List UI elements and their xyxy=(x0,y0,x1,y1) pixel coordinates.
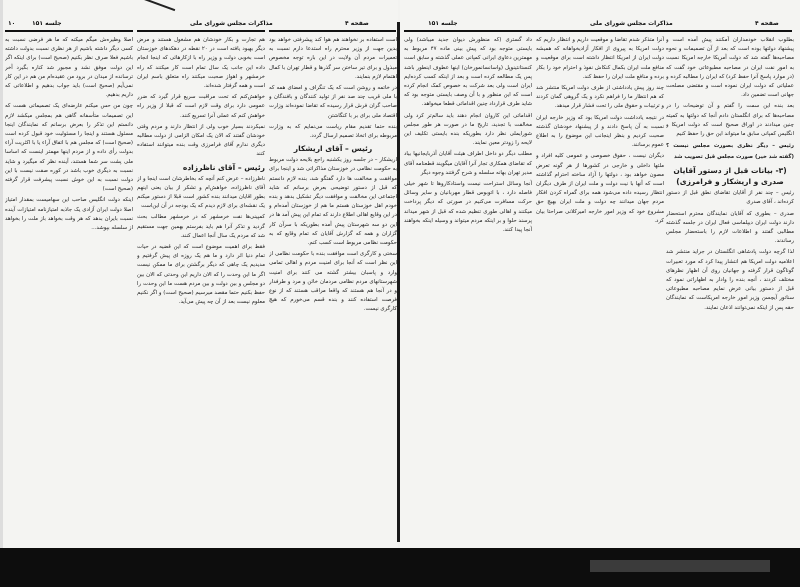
header-rule xyxy=(404,30,792,32)
running-title: مذاکرات مجلس شورای ملی xyxy=(590,20,673,27)
paragraph: سختی و کارگری است موافقت بنده با حکومت نظامی از این نظر است که آنجا برای امنیت مردم و اهالی تمامی وارد و پاسبان بیشتر گشته می کنند برای امنیت شهرستانهای مردم نظامی مردمان خائن و مرد و طرفدار و در آنجا هم هستند که واقعا مراقب هستند که از نوع فرصت استفاده کنند و بنده قسم می‌خورم که هیچ کارگری نیست. xyxy=(269,251,397,313)
paragraph: لذا گرچه دولت پادشاهی انگلستان در جراید منتشر شد اعلامیه دولت امریکا هم انتشار پیدا کرد که مورد تعبیرات گوناگون قرار گرفته و جهانیان روی آن اظهار نظرهای مختلف کردند ، آنچه بنده را وادار به اظهاراتی نمود که قبل از دستور بیانی عرض نمایم مصاحبه مطبوعاتی سناتور آیچسن وزیر امور خارجه امریکاست که نمایندگان حقه پس از اینکه نمی‌توانند اذعان نمایند. xyxy=(666,249,794,311)
text-column xyxy=(536,36,664,526)
paragraph: در نتیجه یادداشت دولت امریکا بود که وزیر خارجه ایران نسبت به آن پاسخ دادند و از پیشنهاد خودشان گذشته صحبت کردیم و بنظر اینجانب این موضوع را به اطلاع عموم برسانند. xyxy=(536,114,664,149)
running-title: مذاکرات مجلس شورای ملی xyxy=(190,20,273,27)
paragraph: اریشکار – در جلسه روز یکشنبه راجع بلایحه دولت مربوط به حکومت نظامی در خوزستان مذاکراتی شد و اینجا برای موافقت و مخالفت ها دارد گفتگو شد، بنده لازم دانستم که قبل از دستور توضیحی بعرض برسانم که شاید اجتماعی این مخالفت و موافقت دیگر تشکیل بدهد و بنده خودم اهل خوزستان هستم ما هم از خوزستان آمده‌ام و در این وقایع اهالی اطلاع دارند که تمام این پیش آمد ها در این دو سه شهرستان پیش آمده بطوریکه با سرآن کار گزاران و همه که گزارش آقایان که تمام وقایع که به حکومت نظامی مربوط است کسب کنم. xyxy=(269,157,397,247)
text-column xyxy=(269,36,397,526)
speaker-line: رئیس – دیگر نظری بصورت مجلس نیست ؟ (گفته شد خیر) صورت مجلس قبل تصویب شد xyxy=(666,143,794,161)
speaker-line: رئیس – آقای ناظرزاده xyxy=(182,162,265,172)
header-rule xyxy=(137,30,265,32)
paragraph: کمپینی‌ها نفت خرمشهر که در خرمشهر مطالب بحث گردید و تذکر آنرا هم باید بفرستم بهمین جهت مستقیم شد که مردم یک سال آنجا اعمال کنند. xyxy=(137,214,265,239)
paragraph: آنرا متذکر شدم تقاضا و موقعیت داریم و انتظار داریم که دولت امریکا به پیروی از افکار آزادیخواهانه که همیشه دولت ایران از امریکا انتظار داشته است برای موقعیت و منافع ملت ایران بکمال کنکاش نفوذ و احترام خود را بکار برده و منافع ملت ایران را حفظ کند. xyxy=(536,37,664,80)
paragraph: خواهش‌کنم که تحت مراقبت سریع قرار گیرد که ضرر عمومی دارد برای وقت لازم است که قبلا از وزیر راه خواهش کنم که عملی آنرا تسریع کنند. xyxy=(137,94,265,119)
section-heading: (۳- بیانات قبل از دستور آقایان صدری و اریشکار و فرامرزی) xyxy=(673,166,787,187)
paragraph: صدری – بطوری که آقایان نمایندگان محترم استحضار دارند دولت ایران دیپلماسی فعال ایران در جلسه گذشته مطالبی گفتند و اطلاعات لازم را باستحضار مجلس رساندند. xyxy=(666,210,794,245)
paragraph: فقط برای اهمیت موضوع است که این قضیه در حیات تمام دنیا اثر دارد و ما هم یک روزه ای پیش گرفتیم و مدیدیم یک چاهی که دیگر برگشتن برای ما ممکن نیست اگر ما این وحدت را که الان داریم این وحدتی که الان بین دو مجلس و بین دولت و بین مردم هست ما این وحدت را حفظ بکنیم حتما مقصد میرسیم (صحیح است) و اگر نکنیم معلوم نیست بعد از آن چه پیش می‌آید. xyxy=(137,244,265,306)
page-number: صفحه ۴ xyxy=(345,20,369,27)
text-column xyxy=(137,36,265,526)
paragraph: اینکه دولت انگلیس صاحب این سهامیست بمقدار امتیاز اصلا دولت ایران آزادی یک جاذبه امتیازنامه امتیازات آینده نسبت بایران بدهد که هر وقت بخواهد باز ملت را بخواهد از سلسله بپوشد... xyxy=(5,197,133,232)
paragraph: است استفاده بر نخواهند هم هوا کند پیشرفتی خواهد بود بدین جهت از وزیر محترم راه استدعا دارم نسبت به تعمیرات مردم آن ولایت در این باره توجه مخصوص مبذول و برای تیر ساختن سر گذرها و قطار تهران با کمال اهتمام لازم بنمایند. xyxy=(269,37,397,80)
paragraph: چند روز پیش یادداشتی از طرف دولت امریکا منتشر شد که هم انتظار ما را فراهم نکرد و یک گروهی گمان کردند و ترتیبات و حقوق ملی را تحت فشار قرار میدهد. xyxy=(536,85,664,110)
paragraph: دیگران نیست ، حقوق خصوصی و عمومی کلیه افراد و ملتها داخلی و خارجی در کشورها از هر گونه تعرض مصون خواهد بود ، دولتها را آزاد ساخته احترام گذاشته است که آنها با نیت دولت و ملت ایران از طرف دیگران انتظار رسیده داده می‌شود همه برای گمراه کردن افکار مردم جهان میدانند چه دولت و ملت ایران بهیچ حق مشروع خود که وزیر امور خارجه امیرکلانی صراحتا بیان کرد. xyxy=(536,153,664,224)
paragraph: ناظرزاده – عرض کنم آنچه که بخاطرشان است اینجا و از آقای ناظرزاده، خواهش‌ام و تشکر از بیان یعنی اینهم بطور اقایان میدانند بنده کشور است قبلا از دستور میکنم یک نقشه‌ای برای لازم دیدم که یک بودجه در آن این‌است xyxy=(137,175,265,210)
paragraph: بطلوب انقلاب خودمداران آمکنند پیش آمده است و پیشنهاد دولتها بوده است که بعد از آن تصمیمات و نحوه مصاحبه‌ها گفته شد که دولت آمریکا خارجه امریکا نسبت به امور نفت ایران در مصاحبه مطبوعاتی خود گفت که (در موارد پاسخ آنرا حفظ کرد) که ایران را مطالبه کرده و عملیاتی که دولت ایران نموده است و مقتضی مصلحت جهانی است تضمین داد. xyxy=(666,37,794,99)
right-page-header xyxy=(400,20,800,32)
page-number: صفحه ۴ xyxy=(755,20,779,27)
paragraph: در خاتمه و روشن است که یک تنگراف و امضای همه که با ملی قریب چند صد نفر از تولید کنندگان و بافندگان و صاحب گران فرش قرار رسیده که تقاضا نموده‌اند وزارت اقتصاد ملی برای بر با کنگاشتن xyxy=(269,85,397,119)
paragraph: اقداماتی این کاروان انجام دهند باید سالم‌تر کرد ولی مخالفت با تجدید، تاریخ ما در صورت هر طور مجلس شورایملی نظر دارد بطوریکه بنده بایستی تکلیف این لایحه را زودتر معین نمایند. xyxy=(404,112,532,147)
header-rule xyxy=(269,30,396,32)
paragraph: داد گستری (که منظورش دیوان جدید میباشد) ولی بایستی متوجه بود که پیش بینی ماده ۴۷ مربوط به مهمترین دعاوی ایرانی کمپانی عملی گذشته و سابق است کنستانتینوپل (واسانسانمورخان) اینها عطوف اینطور باشد پس یک مطالعه کرده است و بعد از اینکه کسب کرده‌ایم ایران است ولی بعد شرکت به خصوص کمک انجام کرده است که این منظور و با آن وصف بایستی متوجه بود که شاید طرف قرارداد چنین اقداماتی قطعا میخواهد. xyxy=(404,37,532,108)
speaker-heading: رئیس – آقای اریشکار xyxy=(293,144,373,154)
paragraph: اصلا وظیره‌ش میگم میکنه که ما هر فرضی نسبت به کسی دیگر داشته باشیم از هر نظری نسبت بدولت داشته باشیم فعلا صرف نظر بکنیم (صحیح است) برای اینکه اگر این دولت موفق نشد و مجبور شد کناره بگیرد آخر ترسانده از میدان در برود من عقیده‌ام من هم در این کار نمی‌آیم (صحیح است) باید جواب بدهیم و اطلاعاتی که داریم بدهیم. xyxy=(5,37,133,99)
header-rule xyxy=(5,30,133,32)
right-page xyxy=(400,0,800,548)
paragraph: بعد بنده این سمت را گفتم و آن توضیحات را در مصاحبه‌ها که برای انگلستان دادم آنجا که دولتها به کمیته چنین میدادند در اوراق صحیح است که دولت امریکا و انگلیس کمپانی سابق ما میتواند این حق را حفظ کنیم xyxy=(666,103,794,138)
paragraph: چون من حس میکنم عارضه‌ای یک تصمیماتی هست که این تصمیمات متأسفانه گاهی هم بمجلس میکشد لازم دانستم این تذکر را بعرض برسانم که نمایندگان اینجا مسئول هستند و اینجا را مسئولیت خود قبول کرده است (صحیح است) که مجلس هم با اتفاق آراء یا با اکثریت آراء بدولت رأی داده و از مردم اینها مهمتر اینست که اساسا ملی پشت سر شما هستند، آینده نظر که میگیرد و شاید نسبت به دیگری خوب باشد در کوره صفت نیست با این دولت نسبت به این خوش نسبت پیشرفت قرار گرفته (صحیح است) xyxy=(5,103,133,193)
left-page-header xyxy=(0,20,398,32)
paragraph: رئیس – چند نفر از آقایان تقاضای نطق قبل از دستور کرده‌اند ، آقای صدری xyxy=(666,190,794,206)
session-number: جلسه ۱۵۱ xyxy=(32,20,62,27)
page-edge xyxy=(0,0,3,548)
folio-number: ۱۰ xyxy=(8,20,16,27)
session-number: جلسه ۱۵۱ xyxy=(428,20,458,27)
scan-bottom-edge xyxy=(0,548,800,587)
paragraph: مطلب دیگر دو داخل اطراف هیئت آقایان آذربایجانیها بیاد که تقاضای همکاری تجار آنرا آقایان میگویند قطعنامه آقای مدیر تهران بهانه سلسله و شرح گرفتند وجوه دیگر xyxy=(404,151,532,176)
paragraph: نمیکردند بسیار خوب ولی از انتظار دارند و مردم وقتی خودشان گفتند که الان یک امکان الزامی از دولت مطالبه دیگری ندارم آقای فرامرزی وقت بنده میتوانند استفاده کنند xyxy=(137,123,265,158)
paragraph: هم تجارت و بکار خودشان هم مشغول هستند و مرض دیگر بهبود یافته است در ۲۰ نقطه در دهکدهای خوزستان است بخوبی دولت و وزیر راه با ازکارهائی که اینجا انجام داده این جانب یک سال تمام است کار میکنند که راه خرمشهر و اهواز صحبت میکنند راه متعلق باسم ایران است و همه گرفتار شده‌اند. xyxy=(137,37,265,90)
text-column xyxy=(5,36,133,526)
text-column xyxy=(404,36,532,526)
scan-artifact xyxy=(590,560,770,572)
scan-artifact xyxy=(141,0,176,11)
text-column xyxy=(666,36,794,526)
paragraph: آنجا وسائل استراحت نیست واستادکاروها تا شهر خیلی فاصله دارد ، با اتوبوس قطار مهربانیان و سایر وسائل حرکت مسافرت می‌کنیم در صورتی که دیگر پرداخت میکنند و اهالی طوری تنظیم شده که قبل از شهر میداند پرسند حلوا و بر اینکه مردم میتواند و وسیله اینکه بخواهند آنجا پیدا کنند. xyxy=(404,181,532,234)
paragraph: بنده حتما تقدیم مقام ریاست می‌نمایم که به وزارت مربوطه برای اتخاذ تصمیم ارسال گردد. xyxy=(269,123,397,140)
left-page xyxy=(0,0,398,548)
